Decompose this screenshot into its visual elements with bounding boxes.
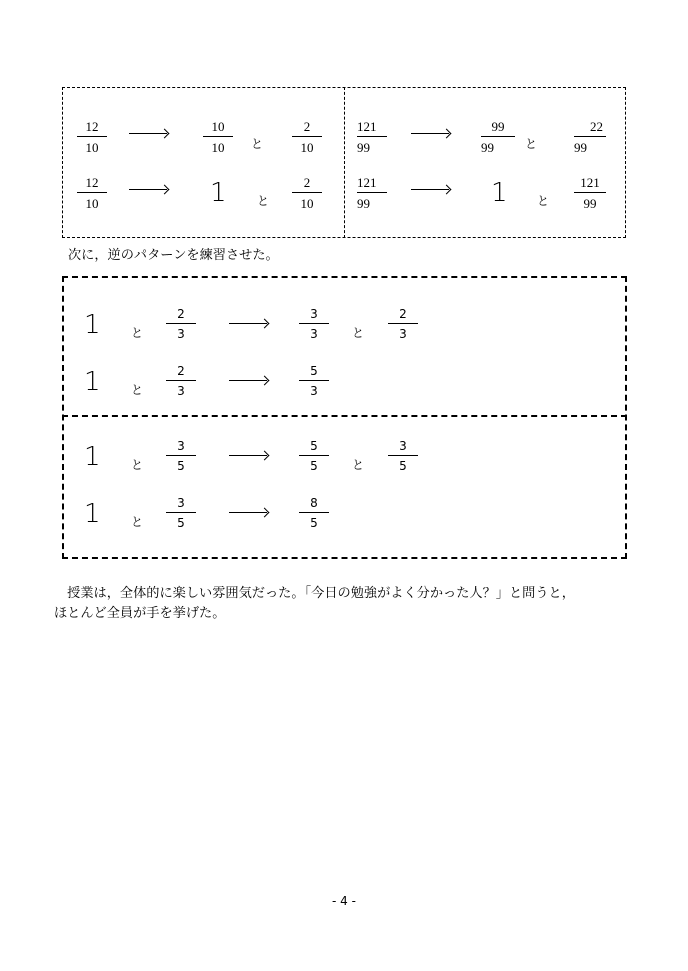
conjunction-to: と (525, 137, 538, 151)
fraction-bar (481, 136, 515, 137)
fraction (299, 308, 329, 340)
denominator: 10 (300, 196, 314, 211)
caption-text: 次に，逆のパターンを練習させた。 (68, 248, 279, 263)
fraction-bar (299, 323, 329, 324)
right-arrow-icon (411, 189, 449, 190)
whole-number: 1 (84, 367, 101, 397)
denominator: 99 (357, 140, 370, 155)
denominator: 3 (177, 327, 185, 341)
numerator: 22 (590, 119, 603, 134)
numerator: 8 (310, 496, 318, 510)
right-arrow-icon (129, 189, 167, 190)
numerator: 2 (303, 175, 311, 190)
fraction-bar (166, 380, 196, 381)
numerator: 3 (399, 439, 407, 453)
denominator: 10 (211, 140, 225, 155)
denominator: 3 (177, 384, 185, 398)
fraction (292, 176, 322, 210)
numerator: 2 (177, 364, 185, 378)
paragraph-line-1: 授業は，全体的に楽しい雰囲気だった。「今日の勉強がよく分かった人？」と問うと， (54, 586, 575, 601)
example-box-combine (62, 276, 627, 559)
whole-number: 1 (84, 442, 101, 472)
right-arrow-icon (411, 133, 449, 134)
right-arrow-icon (229, 380, 267, 381)
numerator: 10 (211, 119, 225, 134)
fraction-bar (77, 136, 107, 137)
whole-number: 1 (84, 499, 101, 529)
fraction-bar (357, 192, 387, 193)
fraction-bar (299, 512, 329, 513)
whole-number: 1 (210, 178, 227, 208)
right-arrow-icon (129, 133, 167, 134)
denominator: 5 (310, 516, 318, 530)
denominator: 99 (481, 140, 494, 155)
page-number: - 4 - (332, 894, 356, 908)
denominator: 99 (357, 196, 370, 211)
numerator: 2 (303, 119, 311, 134)
conjunction-to: と (131, 515, 144, 529)
denominator: 5 (399, 459, 407, 473)
fraction (574, 176, 606, 210)
denominator: 99 (583, 196, 597, 211)
numerator: 5 (310, 364, 318, 378)
fraction (299, 440, 329, 472)
fraction (388, 440, 418, 472)
fraction-bar (574, 192, 606, 193)
fraction (299, 497, 329, 529)
fraction-bar (166, 512, 196, 513)
numerator: 121 (357, 175, 377, 190)
numerator: 12 (85, 119, 99, 134)
fraction (166, 308, 196, 340)
box-divider (344, 87, 345, 238)
fraction-bar (166, 323, 196, 324)
denominator: 5 (310, 459, 318, 473)
numerator: 5 (310, 439, 318, 453)
denominator: 99 (574, 140, 587, 155)
right-arrow-icon (229, 455, 267, 456)
fraction-bar (166, 455, 196, 456)
denominator: 5 (177, 516, 185, 530)
fraction (357, 120, 387, 154)
paragraph-line-2: ほとんど全員が手を挙げた。 (54, 606, 226, 621)
numerator: 121 (580, 175, 600, 190)
numerator: 3 (177, 496, 185, 510)
whole-number: 1 (84, 310, 101, 340)
fraction-bar (203, 136, 233, 137)
conjunction-to: と (537, 194, 550, 208)
fraction (77, 120, 107, 154)
fraction-bar (77, 192, 107, 193)
fraction (292, 120, 322, 154)
denominator: 10 (300, 140, 314, 155)
conjunction-to: と (352, 458, 365, 472)
denominator: 3 (310, 327, 318, 341)
right-arrow-icon (229, 512, 267, 513)
fraction (388, 308, 418, 340)
numerator: 3 (310, 307, 318, 321)
numerator: 3 (177, 439, 185, 453)
fraction-bar (299, 380, 329, 381)
fraction-bar (388, 323, 418, 324)
fraction (166, 440, 196, 472)
fraction-bar (357, 136, 387, 137)
fraction (357, 176, 387, 210)
box-divider (62, 415, 627, 417)
fraction-bar (292, 192, 322, 193)
fraction-bar (388, 455, 418, 456)
conjunction-to: と (251, 137, 264, 151)
denominator: 10 (85, 140, 99, 155)
fraction (166, 365, 196, 397)
fraction (166, 497, 196, 529)
numerator: 2 (177, 307, 185, 321)
numerator: 121 (357, 119, 377, 134)
conjunction-to: と (131, 326, 144, 340)
denominator: 5 (177, 459, 185, 473)
fraction (77, 176, 107, 210)
fraction (299, 365, 329, 397)
fraction (481, 120, 515, 154)
numerator: 2 (399, 307, 407, 321)
numerator: 12 (85, 175, 99, 190)
numerator: 99 (491, 119, 505, 134)
fraction-bar (292, 136, 322, 137)
conjunction-to: と (131, 383, 144, 397)
whole-number: 1 (491, 178, 508, 208)
conjunction-to: と (352, 326, 365, 340)
denominator: 3 (310, 384, 318, 398)
right-arrow-icon (229, 323, 267, 324)
fraction (203, 120, 233, 154)
conjunction-to: と (257, 194, 270, 208)
fraction-bar (299, 455, 329, 456)
denominator: 3 (399, 327, 407, 341)
denominator: 10 (85, 196, 99, 211)
fraction (574, 120, 606, 154)
fraction-bar (574, 136, 606, 137)
conjunction-to: と (131, 458, 144, 472)
